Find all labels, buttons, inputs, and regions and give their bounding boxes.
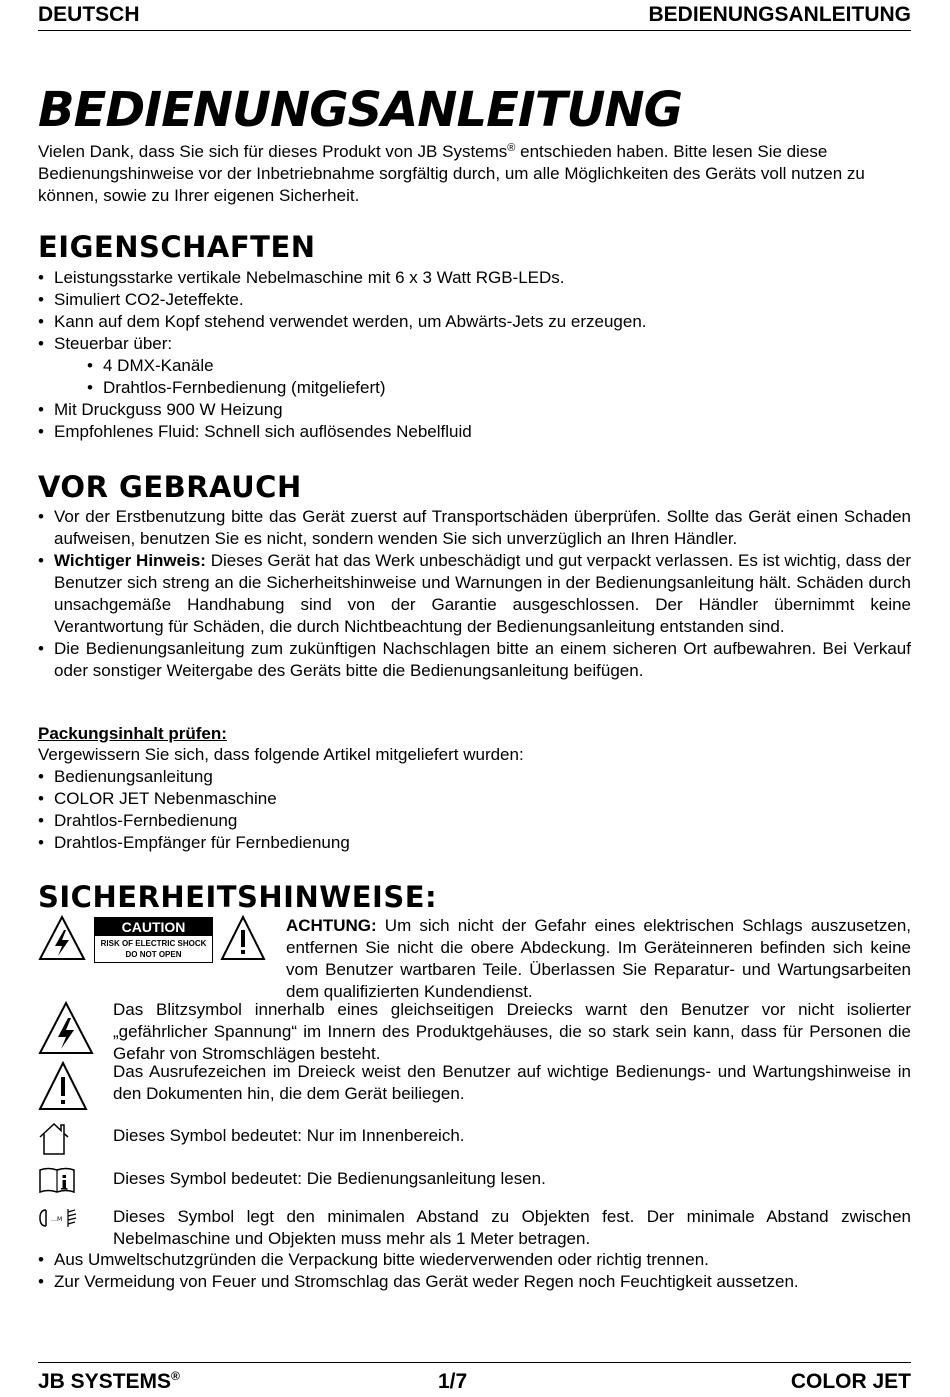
indoor-only-icon bbox=[38, 1122, 70, 1156]
page-number: 1/7 bbox=[438, 1370, 468, 1393]
lightning-warning-icon bbox=[38, 914, 86, 962]
list-item bbox=[38, 550, 911, 638]
features-sublist bbox=[87, 355, 887, 399]
caution-label bbox=[94, 917, 213, 963]
distance-explanation: Dieses Symbol legt den minimalen Abstand zu Objekten fest. Der minimale Abstand zwischen Nebelmaschine und Objekten muss mehr als 1 Meter betragen. bbox=[113, 1207, 911, 1248]
list-item: • Empfohlenes Fluid: Schnell sich auflösendes Nebelfluid bbox=[38, 421, 911, 443]
list-item: • Vor der Erstbenutzung bitte das Gerät zuerst auf Transportschäden überprüfen. Sollte das Gerät einen Schaden aufweisen, benutzen Sie es nicht, sondern wenden Sie sich unverzüglich an Ihren Händler. bbox=[38, 506, 911, 550]
page-footer bbox=[38, 1362, 911, 1395]
package-heading: Packungsinhalt prüfen: bbox=[38, 724, 227, 743]
distance-label: …M bbox=[51, 1216, 63, 1223]
list-item: • Zur Vermeidung von Feuer und Stromschlag das Gerät weder Regen noch Feuchtigkeit aussetzen. bbox=[38, 1271, 911, 1293]
registered-mark: ® bbox=[507, 142, 516, 154]
caution-title: CAUTION bbox=[95, 918, 212, 936]
list-item: • Aus Umweltschutzgründen die Verpackung bitte wiederverwenden oder richtig trennen. bbox=[38, 1249, 911, 1271]
list-item: • Steuerbar über: bbox=[38, 333, 911, 355]
footer-brand: JB SYSTEMS® bbox=[38, 1369, 180, 1393]
page-title: BEDIENUNGSANLEITUNG bbox=[38, 82, 682, 138]
caution-line-2: DO NOT OPEN bbox=[125, 950, 182, 959]
list-item: • Drahtlos-Fernbedienung (mitgeliefert) bbox=[87, 377, 887, 399]
important-note-label: Wichtiger Hinweis: bbox=[54, 551, 206, 570]
safety-heading: SICHERHEITSHINWEISE: bbox=[38, 880, 438, 914]
achtung-text: Um sich nicht der Gefahr eines elektrischen Schlags auszusetzen, entfernen Sie nicht die obere Abdeckung. Im Geräteinneren befinden sich keine vom Benutzer wartbaren Teile. Überlassen Sie Reparatur- und Wartungsarbeiten dem qualifizierten Kundendienst. bbox=[286, 916, 911, 1001]
page-header bbox=[38, 2, 911, 31]
list-item: • Leistungsstarke vertikale Nebelmaschine mit 6 x 3 Watt RGB-LEDs. bbox=[38, 267, 911, 289]
package-list bbox=[38, 766, 911, 854]
safety-list bbox=[38, 1249, 911, 1293]
intro-text-start: Vielen Dank, dass Sie sich für dieses Produkt von JB Systems bbox=[38, 142, 508, 161]
achtung-paragraph bbox=[286, 915, 911, 1003]
exclamation-explanation: Das Ausrufezeichen im Dreieck weist den Benutzer auf wichtige Bedienungs- und Wartungshinweise in den Dokumenten hin, die dem Gerät beiliegen. bbox=[113, 1062, 911, 1103]
list-item: • 4 DMX-Kanäle bbox=[87, 355, 887, 377]
manual-explanation: Dieses Symbol bedeutet: Die Bedienungsanleitung lesen. bbox=[113, 1169, 546, 1188]
achtung-label: ACHTUNG: bbox=[286, 916, 377, 935]
package-intro: Vergewissern Sie sich, dass folgende Artikel mitgeliefert wurden: bbox=[38, 745, 524, 764]
features-heading: EIGENSCHAFTEN bbox=[38, 230, 316, 264]
exclamation-warning-icon bbox=[220, 914, 266, 962]
footer-product-name: COLOR JET bbox=[790, 1370, 911, 1393]
indoor-explanation: Dieses Symbol bedeutet: Nur im Innenbereich. bbox=[113, 1126, 465, 1145]
list-item: • Simuliert CO2-Jeteffekte. bbox=[38, 289, 911, 311]
caution-line-1: RISK OF ELECTRIC SHOCK bbox=[100, 939, 207, 948]
important-note-text: Dieses Gerät hat das Werk unbeschädigt und gut verpackt verlassen. Es ist wichtig, dass der Benutzer sich streng an die Sicherheitshinweise und Warnungen in der Bedienungsanleitung hält. Schäden durch unsachgemäße Handhabung sind von der Garantie ausgeschlossen. Der Händler übernimmt keine Verantwortung für Schäden, die durch Nichtbeachtung der Bedienungsanleitung entstanden sind. bbox=[54, 551, 911, 636]
list-item: • Drahtlos-Empfänger für Fernbedienung bbox=[38, 832, 911, 854]
list-item: • Drahtlos-Fernbedienung bbox=[38, 810, 911, 832]
list-item: • COLOR JET Nebenmaschine bbox=[38, 788, 911, 810]
exclamation-triangle-icon bbox=[38, 1060, 88, 1112]
list-item: • Die Bedienungsanleitung zum zukünftigen Nachschlagen bitte an einem sicheren Ort aufbewahren. Bei Verkauf oder sonstiger Weitergabe des Geräts bitte die Bedienungsanleitung beifügen. bbox=[38, 638, 911, 682]
header-language: DEUTSCH bbox=[38, 3, 140, 26]
header-doc-type: BEDIENUNGSANLEITUNG bbox=[648, 3, 911, 26]
lightning-explanation: Das Blitzsymbol innerhalb eines gleichseitigen Dreiecks warnt den Benutzer vor nicht isolierter „gefährlicher Spannung“ im Innern des Produktgehäuses, die so stark sein kann, dass für Personen die Gefahr von Stromschlägen besteht. bbox=[113, 1000, 911, 1063]
before-use-list bbox=[38, 506, 911, 682]
before-use-heading: VOR GEBRAUCH bbox=[38, 470, 302, 504]
footer-registered-mark: ® bbox=[171, 1369, 180, 1383]
intro-text-end: entschieden haben. Bitte lesen Sie diese Bedienungshinweise vor der Inbetriebnahme sorgfältig durch, um alle Möglichkeiten des Geräts voll nutzen zu können, sowie zu Ihrer eigenen Sicherheit. bbox=[38, 142, 865, 205]
list-item: • Bedienungsanleitung bbox=[38, 766, 911, 788]
read-manual-icon bbox=[38, 1166, 76, 1196]
list-item: • Kann auf dem Kopf stehend verwendet werden, um Abwärts-Jets zu erzeugen. bbox=[38, 311, 911, 333]
features-list-2 bbox=[38, 399, 911, 443]
list-item: • Mit Druckguss 900 W Heizung bbox=[38, 399, 911, 421]
minimum-distance-icon bbox=[38, 1208, 82, 1228]
intro-paragraph bbox=[38, 141, 911, 207]
features-list bbox=[38, 267, 911, 355]
lightning-triangle-icon bbox=[38, 1000, 94, 1056]
